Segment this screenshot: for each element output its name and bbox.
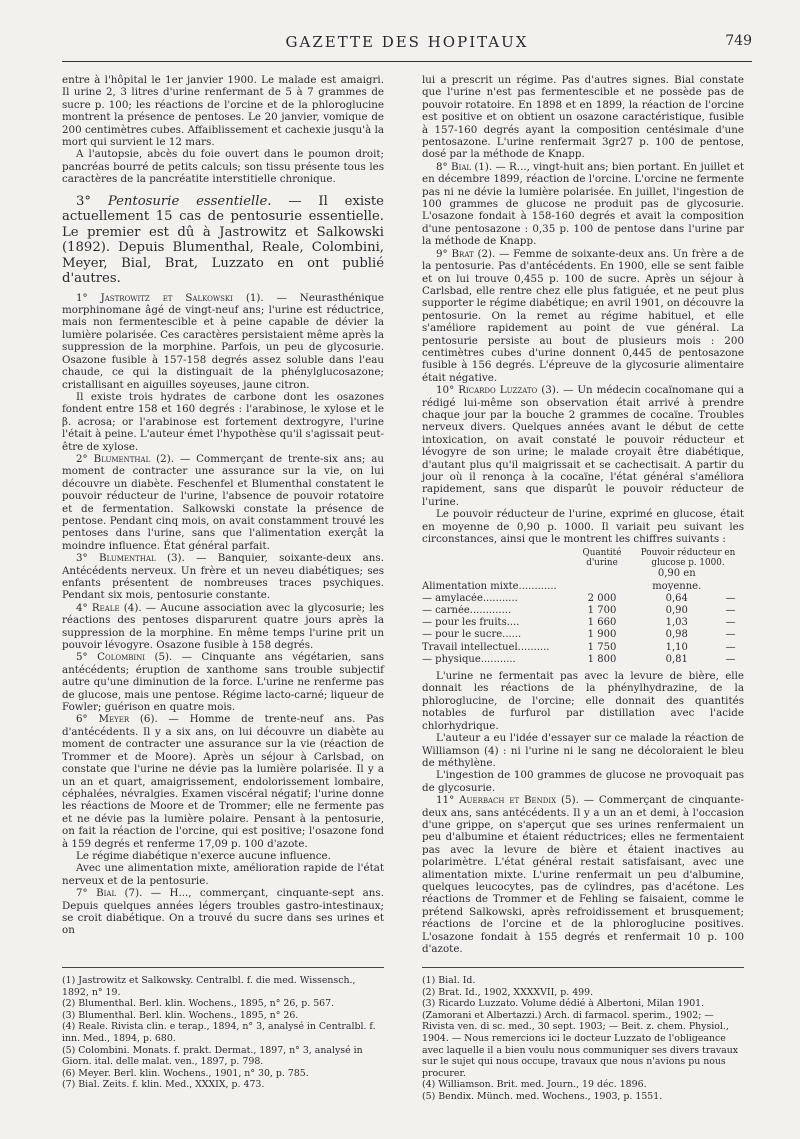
row-ditto: — [725, 605, 736, 617]
case-text: (1). — R..., vingt-huit ans; bien portant. En juillet et en décembre 1899, réaction de l'orcine. L'orcine ne fermente pas ni ne dévie la lumière polarisée. En juillet, l'ingestion de 100 grammes de glucose ne produit pas de glycosurie. L'osazone fondait à 158-160 degrés et avait la composition d'une pentosazone : 0,35 p. 100 de pentose dans l'urine par la méthode de Knapp. [422, 160, 745, 248]
footnote-rule [62, 967, 384, 968]
row-value: 0,98 [665, 629, 688, 641]
table-row [422, 593, 744, 605]
case-text: (5). — Cinquante ans végétarien, sans antécédents; éruption de xanthome sans trouble subjectif autre qu'une diminution de la force. L'urine ne renferme pas de glucose, mais une pentose. Régime lacto-carné; liqueur de Fowler; guérison en quatre mois. [62, 651, 384, 714]
paragraph: Le régime diabétique n'exerce aucune influence. [76, 849, 331, 862]
case-text: (5). — Commerçant de cinquante-deux ans, sans antécédents. Il y a un an et demi, à l'occasion d'une grippe, on s'aperçut que ses urines renfermaient un peu d'albumine et étaient réductrices; elles ne fermentaient pas avec la levure de bière et étaient inactives au polarimètre. L'état général restait satisfaisant, avec une alimentation mixte. L'urine renfermait un peu d'albumine, quelques leucocytes, pas de cylindres, pas d'acétone. Les réactions de Trommer et de Fehling se faisaient, comme le prétend Salkowski, après refroidissement et brusquement; réactions de l'orcine et de la phloroglucine positives. L'osazone fondait à 155 degrés et renfermait 10 p. 100 d'azote. [422, 794, 744, 955]
row-quantity: 1 700 [587, 605, 617, 617]
paragraph: A l'autopsie, abcès du foie ouvert dans le poumon droit; pancréas bourré de petits calculs; son tissu présente tous les caractères de la pancréatite interstitielle chronique. [62, 148, 384, 186]
case-text: (6). — Homme de trente-neuf ans. Pas d'antécédents. Il y a six ans, on lui découvre un diabète au moment de contracter une assurance sur la vie (réaction de Trommer et de Moore). Après un séjour à Carlsbad, on constate que l'urine ne dévie pas la lumière polarisée. Il y a un an et quart, amaigrissement, endolorissement lombaire, céphalées, névralgies. Examen viscéral négatif; l'urine donne les réactions de Moore et de Trommer; elle ne fermente pas et ne dévie pas la lumière polaire. Pensant à la pentosurie, on fait la réaction de l'orcine, qui est positive; l'osazone fond à 159 degrés et renferme 17,09 p. 100 d'azote. [62, 713, 384, 850]
table-header-row [422, 548, 744, 568]
right-footnotes [422, 975, 744, 1103]
row-ditto: — [725, 617, 736, 629]
paragraph: Le pouvoir réducteur de l'urine, exprimé en glucose, était en moyenne de 0,90 p. 1000. Il variait peu suivant les circonstances, ainsi que le montrent les chiffres suivants : [422, 508, 744, 546]
row-value: 0,90 [665, 605, 688, 617]
case-number: 10° [436, 384, 455, 397]
case-text: (3). — Banquier, soixante-deux ans. Antécédents nerveux. Un frère et un neveu diabétiques; ses enfants présentent de nombreuses traces psychiques. Pendant six mois, pentosurie constante. [62, 552, 384, 602]
table-row [422, 654, 744, 666]
case-9 [422, 248, 744, 384]
case-author: Brat [451, 247, 474, 260]
case-6 [62, 713, 384, 849]
case-11 [422, 794, 744, 955]
row-quantity: 1 800 [587, 653, 617, 665]
footnote: (7) Bial. Zeits. f. klin. Med., XXXIX, p. 473. [62, 1079, 265, 1091]
page-number: 749 [725, 33, 752, 49]
table-header-reduction: Pouvoir réducteur en glucose p. 1000. [640, 548, 736, 569]
row-ditto: — [725, 641, 736, 653]
row-quantity: 1 750 [587, 641, 617, 653]
case-author: Bial [96, 887, 117, 900]
row-label: — pour les fruits.... [422, 617, 520, 629]
table-row [422, 568, 744, 592]
reduction-table [422, 548, 744, 666]
case-author: Colombini [97, 651, 146, 664]
case-number: 5° [76, 651, 88, 664]
table-row [422, 617, 744, 629]
row-label: Alimentation mixte............ [422, 580, 557, 592]
row-quantity [572, 568, 632, 592]
paragraph: L'ingestion de 100 grammes de glucose ne provoquait pas de glycosurie. [422, 769, 744, 794]
case-10 [422, 384, 744, 508]
case-number: 7° [76, 887, 88, 900]
table-row [422, 605, 744, 617]
section-pentosurie-essentielle [62, 194, 384, 287]
page-header [62, 30, 752, 56]
row-value: 0,64 [665, 592, 688, 604]
row-quantity: 2 000 [587, 592, 617, 604]
paragraph: L'urine ne fermentait pas avec la levure de bière, elle donnait les réactions de la phénylhydrazine, de la phloroglucine, de l'orcine; elle donnait des quantités notables de furfurol par distillation avec l'acide chlorhydrique. [422, 670, 744, 732]
case-number: 4° [76, 601, 88, 614]
case-author: Bial [451, 160, 472, 173]
row-label: — carnée............. [422, 605, 512, 617]
case-text: (3). — Un médecin cocaïnomane qui a rédigé lui-même son observation était arrivé à prendre chaque jour par la bouche 2 grammes de cocaïne. Troubles nerveux divers. Quelques années avant le début de cette intoxication, on avait constaté le pouvoir réducteur et lévogyre de son urine; le malade croyait être diabétique, d'autant plus qu'il maigrissait et se cachectisait. A partir du jour où il renonça à la cocaïne, l'état général s'améliora rapidement, sans que disparût le pouvoir réducteur de l'urine. [422, 384, 744, 508]
row-quantity: 1 900 [587, 629, 617, 641]
case-number: 9° [436, 247, 448, 260]
paragraph: L'auteur a eu l'idée d'essayer sur ce malade la réaction de Williamson (4) : ni l'urine ni le sang ne décoloraient le bleu de méthylène. [422, 732, 744, 769]
case-3 [62, 552, 384, 602]
case-4 [62, 602, 384, 652]
row-label: — physique........... [422, 653, 516, 665]
case-5 [62, 651, 384, 713]
row-label: Travail intellectuel.......... [422, 641, 550, 653]
case-number: 8° [436, 160, 448, 173]
case-text: (4). — Aucune association avec la glycosurie; les réactions des pentoses disparurent quatre jours après la suppression de la morphine. En même temps l'urine prit un pouvoir lévogyre. Osazone fusible à 158 degrés. [62, 601, 384, 652]
table-row [422, 629, 744, 641]
case-7 [62, 887, 384, 937]
case-2 [62, 453, 384, 552]
row-value: 0,90 en moyenne. [652, 568, 702, 592]
row-label: — amylacée........... [422, 592, 518, 604]
case-text: (1). — Neurasthénique morphinomane âgé de vingt-neuf ans; l'urine est réductrice, mais non fermentescible et à peine capable de dévier la lumière polarisée. Ces caractères persistaient même après la suppression de la morphine. Parfois, un peu de glycosurie. Osazone fusible à 157-158 degrés assez soluble dans l'eau chaude, ce qui la distinguait de la phénylglucosazone; cristallisant en aiguilles soyeuses, jaune citron. [62, 291, 384, 391]
section-text: — Il existe actuellement 15 cas de pentosurie essentielle. Le premier est dû à Jastrowitz et Salkowski (1892). Depuis Blumenthal, Reale, Colombini, Meyer, Bial, Brat, Luzzato en ont publié d'autres. [62, 193, 384, 287]
paragraph: Avec une alimentation mixte, amélioration rapide de l'état nerveux et de la pentosurie. [62, 862, 384, 887]
case-author: Blumenthal [93, 452, 151, 465]
case-number: 2° [76, 452, 88, 465]
section-title: Pentosurie essentielle. [107, 193, 272, 209]
row-label: — pour le sucre...... [422, 629, 522, 641]
table-row [422, 642, 744, 654]
paragraph: Il existe trois hydrates de carbone dont les osazones fondent entre 158 et 160 degrés : l'arabinose, le xylose et le β. acrosa; or l'arabinose est fortement dextrogyre, l'urine l'était à peine. L'auteur émet l'hypothèse qu'il s'agissait peut-être de xylose. [62, 390, 384, 453]
case-author: Jastrowitz et Salkowski [100, 291, 233, 304]
footnote: (6) Meyer. Berl. klin. Wochens., 1901, n° 30, p. 785. [62, 1067, 309, 1079]
row-quantity: 1 660 [587, 617, 617, 629]
footnote: (3) Blumenthal. Berl. klin. Wochens., 1895, n° 26. [62, 1009, 299, 1021]
table-header-blank [422, 548, 572, 568]
right-column [422, 74, 744, 955]
row-ditto: — [725, 629, 736, 641]
case-8 [422, 161, 744, 248]
footnote: (2) Blumenthal. Berl. klin. Wochens., 1895, n° 26, p. 567. [62, 998, 335, 1010]
header-rule [62, 61, 752, 62]
paragraph: entre à l'hôpital le 1er janvier 1900. Le malade est amaigri. Il urine 2, 3 litres d'urine renfermant de 5 à 7 grammes de sucre p. 100; les réactions de l'orcine et de la phloroglucine montrent la présence de pentoses. Le 20 janvier, vomique de 200 centimètres cubes. Affaiblissement et cachexie jusqu'à la mort qui survient le 12 mars. [62, 74, 384, 149]
case-number: 6° [76, 713, 88, 726]
left-footnotes [62, 975, 384, 1091]
case-author: Blumenthal [99, 552, 156, 565]
row-ditto: — [725, 592, 736, 604]
footnote: (2) Brat. Id., 1902, XXXXVII, p. 499. [422, 986, 594, 998]
case-number: 3° [76, 552, 88, 565]
row-value: 1,03 [665, 617, 688, 629]
case-author: Reale [91, 601, 120, 614]
case-text: (2). — Commerçant de trente-six ans; au moment de contracter une assurance sur la vie, on lui découvre un diabète. Feschenfel et Blumenthal constatent le pouvoir réducteur de l'urine, l'absence de pouvoir rotatoire et de fermentation. Salkowski constate la présence de pentose. Pendant cinq mois, on avait constamment trouvé les pentoses dans l'urine, sans que l'alimentation exerçât la moindre influence. État général parfait. [62, 452, 384, 552]
footnote: (5) Colombini. Monats. f. prakt. Dermat., 1897, n° 3, analysé in Giorn. ital. delle malat. ven., 1897, p. 798. [62, 1044, 363, 1068]
footnote: (5) Bendix. Münch. med. Wochens., 1903, p. 1551. [422, 1090, 663, 1102]
running-title: GAZETTE DES HOPITAUX [285, 33, 529, 51]
footnote-rule [422, 967, 744, 968]
case-author: Meyer [98, 713, 130, 726]
paragraph: lui a prescrit un régime. Pas d'autres signes. Bial constate que l'urine n'est pas fermentescible et ne possède pas de pouvoir rotatoire. En 1898 et en 1899, la réaction de l'orcine est positive et on obtient un osazone caractéristique, fusible à 157-160 degrés ayant la composition centésimale d'une pentosazone. L'urine renfermait 3gr27 p. 100 de pentose, dosé par la méthode de Knapp. [422, 74, 744, 161]
case-number: 11° [436, 794, 455, 807]
row-value: 1,10 [665, 641, 688, 653]
footnote: (1) Bial. Id. [422, 975, 476, 986]
footnote: (4) Williamson. Brit. med. Journ., 19 déc. 1896. [422, 1079, 647, 1091]
case-1 [62, 292, 384, 391]
case-author: Auerbach et Bendix [459, 794, 557, 807]
case-number: 1° [76, 291, 88, 304]
row-value: 0,81 [665, 653, 688, 665]
row-ditto: — [725, 653, 736, 665]
case-text: (2). — Femme de soixante-deux ans. Un frère a de la pentosurie. Pas d'antécédents. En 1900, elle se sent faible et on lui trouve 0,455 p. 100 de sucre. Après un séjour à Carlsbad, elle rentre chez elle plus fatiguée, et ne peut plus supporter le régime diabétique; en avril 1901, on découvre la pentosurie. On la remet au régime habituel, et elle s'améliore rapidement au point de vue général. La pentosurie persiste au bout de plusieurs mois : 200 centimètres cubes d'urine donnent 0,445 de pentosazone fusible à 156 degrés. L'épreuve de la glycosurie alimentaire était négative. [422, 247, 744, 384]
left-column [62, 74, 384, 937]
footnote: (3) Ricardo Luzzato. Volume dédié à Albertoni, Milan 1901. (Zamorani et Albertazzi.) Arch. di farmacol. sperim., 1902; — Rivista ven. di sc. med., 30 sept. 1903; — Beit. z. chem. Physiol., 1904. — Nous remercions ici le docteur Luzzato de l'obligeance avec laquelle il a bien voulu nous communiquer ses divers travaux sur le sujet qui nous occupe, travaux que nous n'avions pu nous procurer. [422, 998, 739, 1079]
case-author: Ricardo Luzzato [458, 384, 538, 397]
footnote: (1) Jastrowitz et Salkowsky. Centralbl. f. die med. Wissensch., 1892, n° 19. [62, 975, 356, 998]
footnote: (4) Reale. Rivista clin. e terap., 1894, n° 3, analysé in Centralbl. f. inn. Med., 1894, p. 680. [62, 1021, 376, 1044]
case-text: (7). — H..., commerçant, cinquante-sept ans. Depuis quelques années légers troubles gastro-intestinaux; se croit diabétique. On a trouvé du sucre dans ses urines et on [62, 887, 384, 937]
table-header-quantity: Quantité d'urine [582, 548, 622, 569]
section-number: 3° [76, 193, 91, 209]
